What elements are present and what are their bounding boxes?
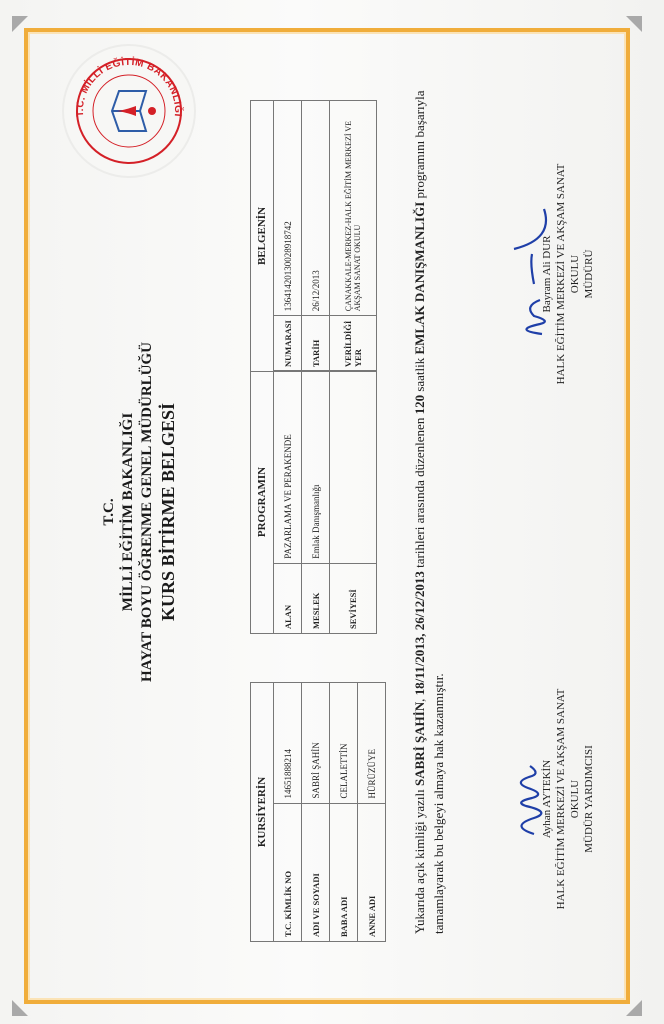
certificate-info-table (250, 100, 377, 372)
corner-ornament (12, 16, 28, 32)
row-value: PAZARLAMA VE PERAKENDE (274, 371, 302, 564)
row-value: 14651888214 (274, 683, 302, 804)
trainee-table (250, 682, 386, 942)
signer-role: MÜDÜR YARDIMCISI (583, 745, 595, 853)
table-row (274, 371, 302, 634)
title-line: HAYAT BOYU ÖĞRENME GENEL MÜDÜRLÜĞÜ (139, 341, 155, 683)
emblem-ring-text: T.C. MİLLİ EĞİTİM BAKANLIĞI (74, 56, 184, 118)
corner-ornament (12, 1000, 28, 1016)
row-value: HÜRÜZÜYE (358, 683, 386, 804)
signer-title: HALK EĞİTİM MERKEZİ VE AKŞAM SANAT (555, 688, 567, 910)
corner-ornament (626, 16, 642, 32)
row-label: ADI VE SOYADI (302, 803, 330, 941)
row-value: SABRİ ŞAHİN (302, 683, 330, 804)
row-label: TARİH (302, 316, 330, 372)
table-header: BELGENİN (251, 101, 274, 372)
signer-title: OKULU (569, 779, 581, 819)
course-name: EMLAK DANIŞMANLIĞI (412, 201, 427, 355)
statement-text: tarihleri arasında düzenlenen (412, 414, 427, 572)
table-row (358, 683, 386, 942)
table-row (274, 683, 302, 942)
row-value: Emlak Danışmanlığı (302, 371, 330, 564)
table-row (330, 101, 377, 372)
row-value: ÇANAKKALE-MERKEZ-HALK EĞİTİM MERKEZİ VE AKŞAM SANAT OKULU (330, 101, 377, 316)
statement-text: , (412, 695, 427, 702)
table-row (302, 683, 330, 942)
title-line: MİLLİ EĞİTİM BAKANLIĞI (120, 412, 136, 612)
title-line: T.C. (101, 498, 117, 526)
trainee-name: SABRİ ŞAHİN (412, 701, 427, 786)
certificate-statement (410, 90, 448, 934)
row-label: VERİLDİĞİ YER (330, 316, 377, 372)
row-label: T.C. KİMLİK NO (274, 803, 302, 941)
signer-name: Bayram Ali DUR (541, 235, 553, 313)
row-label: SEVİYESİ (330, 563, 377, 633)
row-value: 26/12/2013 (302, 101, 330, 316)
table-header: PROGRAMIN (251, 371, 274, 634)
table-row (302, 101, 330, 372)
document-title (100, 0, 178, 1024)
table-row (330, 371, 377, 634)
row-value (330, 371, 377, 564)
statement-text: saatlik (412, 354, 427, 395)
corner-ornament (626, 1000, 642, 1016)
program-table (250, 370, 377, 634)
row-value: CELALETTİN (330, 683, 358, 804)
row-label: MESLEK (302, 563, 330, 633)
signature-block-deputy (540, 664, 596, 934)
row-label: ALAN (274, 563, 302, 633)
table-row (302, 371, 330, 634)
row-label: ANNE ADI (358, 803, 386, 941)
course-hours: 120 (412, 394, 427, 415)
signature-icon (504, 754, 554, 844)
signer-name: Ayhan AYTEKİN (541, 759, 553, 839)
signer-role: MÜDÜRÜ (583, 249, 595, 299)
certificate-heading: KURS BİTİRME BELGESİ (158, 402, 178, 622)
signature-block-director (540, 124, 596, 424)
statement-text: programını başarıyla tamamlayarak bu belgeyi almaya hak kazanmıştır. (412, 90, 446, 934)
statement-text: Yukarıda açık kimliği yazılı (412, 785, 427, 934)
table-row (274, 101, 302, 372)
row-value: 136414201300289187​42 (274, 101, 302, 316)
table-header: KURSİYERİN (251, 683, 274, 942)
row-label: NUMARASI (274, 316, 302, 372)
table-row (330, 683, 358, 942)
row-label: BABA ADI (330, 803, 358, 941)
signer-title: OKULU (569, 254, 581, 294)
signer-title: HALK EĞİTİM MERKEZİ VE AKŞAM SANAT (555, 163, 567, 385)
signature-icon (504, 204, 554, 344)
course-dates: 18/11/2013, 26/12/2013 (412, 571, 427, 696)
